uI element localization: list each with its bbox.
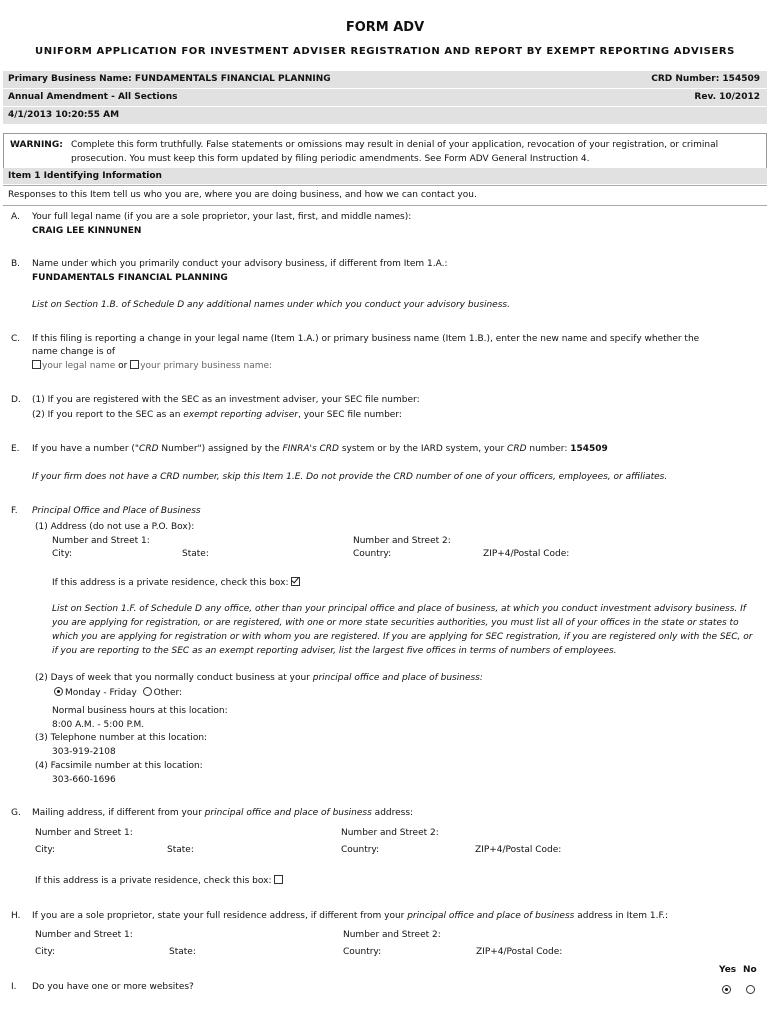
days-question: (2) Days of week that you normally conduct business at your principal office and place of business: — [35, 673, 483, 683]
business-name-checkbox[interactable] — [130, 360, 139, 369]
form-title: FORM ADV — [345, 20, 425, 35]
f-residence-row: If this address is a private residence, check this box: — [52, 577, 301, 588]
monday-friday-label: Monday - Friday — [65, 688, 137, 698]
name-change-options — [32, 360, 272, 371]
legal-name-option-label: your legal name — [42, 361, 116, 371]
sec-file-number-label: (1) If you are registered with the SEC as an investment adviser, your SEC file number: — [32, 395, 420, 405]
primary-business-name: Primary Business Name: FUNDAMENTALS FINANCIAL PLANNING — [8, 74, 331, 84]
form-subtitle: UNIFORM APPLICATION FOR INVESTMENT ADVISER REGISTRATION AND REPORT BY EXEMPT REPORTING ADVISERS — [35, 46, 735, 57]
item-h-question: If you are a sole proprietor, state your full residence address, if different from your principal office and place of business address in Item 1.F.: — [32, 911, 669, 921]
item-f-title: Principal Office and Place of Business — [32, 506, 201, 516]
item-b-question: Name under which you primarily conduct your advisory business, if different from Item 1.A.: — [32, 259, 448, 269]
websites-no-radio[interactable] — [746, 985, 757, 996]
exempt-file-number-label: (2) If you report to the SEC as an exempt reporting adviser, your SEC file number: — [32, 410, 402, 420]
address-label: (1) Address (do not use a P.O. Box): — [35, 522, 195, 532]
websites-yes-radio[interactable] — [722, 985, 733, 996]
monday-friday-radio[interactable] — [54, 687, 63, 696]
item-e-question: If you have a number ("CRD Number") assigned by the FINRA's CRD system or by the IARD system, your CRD number: 154509 — [32, 444, 608, 454]
h-city-label: City: — [35, 947, 56, 957]
item-i-letter: I. — [11, 982, 17, 992]
crd-number-value[interactable]: 154509 — [570, 444, 608, 454]
item-e-letter: E. — [11, 444, 20, 454]
filing-timestamp: 4/1/2013 10:20:55 AM — [8, 110, 120, 120]
item-g-letter: G. — [11, 808, 21, 818]
other-days-radio[interactable] — [143, 687, 152, 696]
item-f-letter: F. — [11, 506, 18, 516]
no-column-header: No — [743, 965, 757, 975]
legal-name-value[interactable]: CRAIG LEE KINNUNEN — [32, 226, 142, 236]
days-options — [54, 687, 182, 698]
g-residence-row: If this address is a private residence, check this box: — [35, 875, 284, 886]
phone-value[interactable]: 303-919-2108 — [52, 747, 116, 757]
h-state-label: State: — [169, 947, 196, 957]
phone-label: (3) Telephone number at this location: — [35, 733, 208, 743]
f-country-label: Country: — [353, 549, 392, 559]
item-g-question: Mailing address, if different from your principal office and place of business address: — [32, 808, 414, 818]
yes-column-header: Yes — [719, 965, 737, 975]
other-days-label: Other: — [153, 688, 183, 698]
item-a-question: Your full legal name (if you are a sole proprietor, your last, first, and middle names): — [32, 212, 412, 222]
f-note-3: which you are applying for registration or with whom you are registered. If you are applying for SEC registration, if you are registered only with the SEC, or — [52, 632, 753, 642]
warning-label: WARNING: — [10, 140, 63, 150]
legal-name-checkbox[interactable] — [32, 360, 41, 369]
item1-title: Item 1 Identifying Information — [8, 171, 162, 181]
g-state-label: State: — [167, 845, 194, 855]
hours-value[interactable]: 8:00 A.M. - 5:00 P.M. — [52, 720, 145, 730]
g-city-label: City: — [35, 845, 56, 855]
f-residence-checkbox[interactable] — [291, 577, 300, 586]
divider — [3, 205, 767, 206]
f-note-1: List on Section 1.F. of Schedule D any office, other than your principal office and place of business, at which you conduct investment advisory business. If — [52, 604, 746, 614]
fax-label: (4) Facsimile number at this location: — [35, 761, 203, 771]
g-street1-label: Number and Street 1: — [35, 828, 133, 838]
form-revision: Rev. 10/2012 — [694, 92, 760, 102]
warning-text-1: Complete this form truthfully. False statements or omissions may result in denial of your application, revocation of your registration, or criminal — [71, 140, 719, 150]
f-note-2: you are applying for registration, or are registered, with one or more state securities authorities, you must list all of your offices in the state or states to — [52, 618, 739, 628]
f-street1-label: Number and Street 1: — [52, 536, 150, 546]
or-text: or — [118, 361, 128, 371]
h-street1-label: Number and Street 1: — [35, 930, 133, 940]
g-street2-label: Number and Street 2: — [341, 828, 439, 838]
f-street2-label: Number and Street 2: — [353, 536, 451, 546]
amendment-type: Annual Amendment - All Sections — [8, 92, 178, 102]
hours-label: Normal business hours at this location: — [52, 706, 228, 716]
item-b-letter: B. — [11, 259, 21, 269]
item-d-letter: D. — [11, 395, 21, 405]
item-c-letter: C. — [11, 334, 21, 344]
h-street2-label: Number and Street 2: — [343, 930, 441, 940]
f-city-label: City: — [52, 549, 73, 559]
h-zip-label: ZIP+4/Postal Code: — [476, 947, 563, 957]
f-state-label: State: — [182, 549, 209, 559]
g-residence-checkbox[interactable] — [274, 875, 283, 884]
item-b-note: List on Section 1.B. of Schedule D any additional names under which you conduct your advisory business. — [32, 300, 510, 310]
business-name-option-label: your primary business name: — [140, 361, 273, 371]
item-c-question-1: If this filing is reporting a change in your legal name (Item 1.A.) or primary business name (Item 1.B.), enter the new name and specify whether the — [32, 334, 700, 344]
item-c-question-2: name change is of — [32, 347, 116, 357]
warning-text-2: prosecution. You must keep this form updated by filing periodic amendments. See Form ADV General Instruction 4. — [71, 154, 590, 164]
item-a-letter: A. — [11, 212, 20, 222]
item1-intro: Responses to this Item tell us who you are, where you are doing business, and how we can contact you. — [8, 190, 477, 200]
item-h-letter: H. — [11, 911, 21, 921]
item-i-question: Do you have one or more websites? — [32, 982, 194, 992]
item-e-note: If your firm does not have a CRD number, skip this Item 1.E. Do not provide the CRD number of one of your officers, employees, or affiliates. — [32, 472, 668, 482]
g-country-label: Country: — [341, 845, 380, 855]
h-country-label: Country: — [343, 947, 382, 957]
f-note-4: if you are reporting to the SEC as an exempt reporting adviser, list the largest five offices in terms of numbers of employees. — [52, 646, 617, 656]
g-zip-label: ZIP+4/Postal Code: — [475, 845, 562, 855]
crd-number: CRD Number: 154509 — [651, 74, 760, 84]
fax-value[interactable]: 303-660-1696 — [52, 775, 116, 785]
business-name-value[interactable]: FUNDAMENTALS FINANCIAL PLANNING — [32, 273, 228, 283]
f-zip-label: ZIP+4/Postal Code: — [483, 549, 570, 559]
divider — [3, 185, 767, 186]
